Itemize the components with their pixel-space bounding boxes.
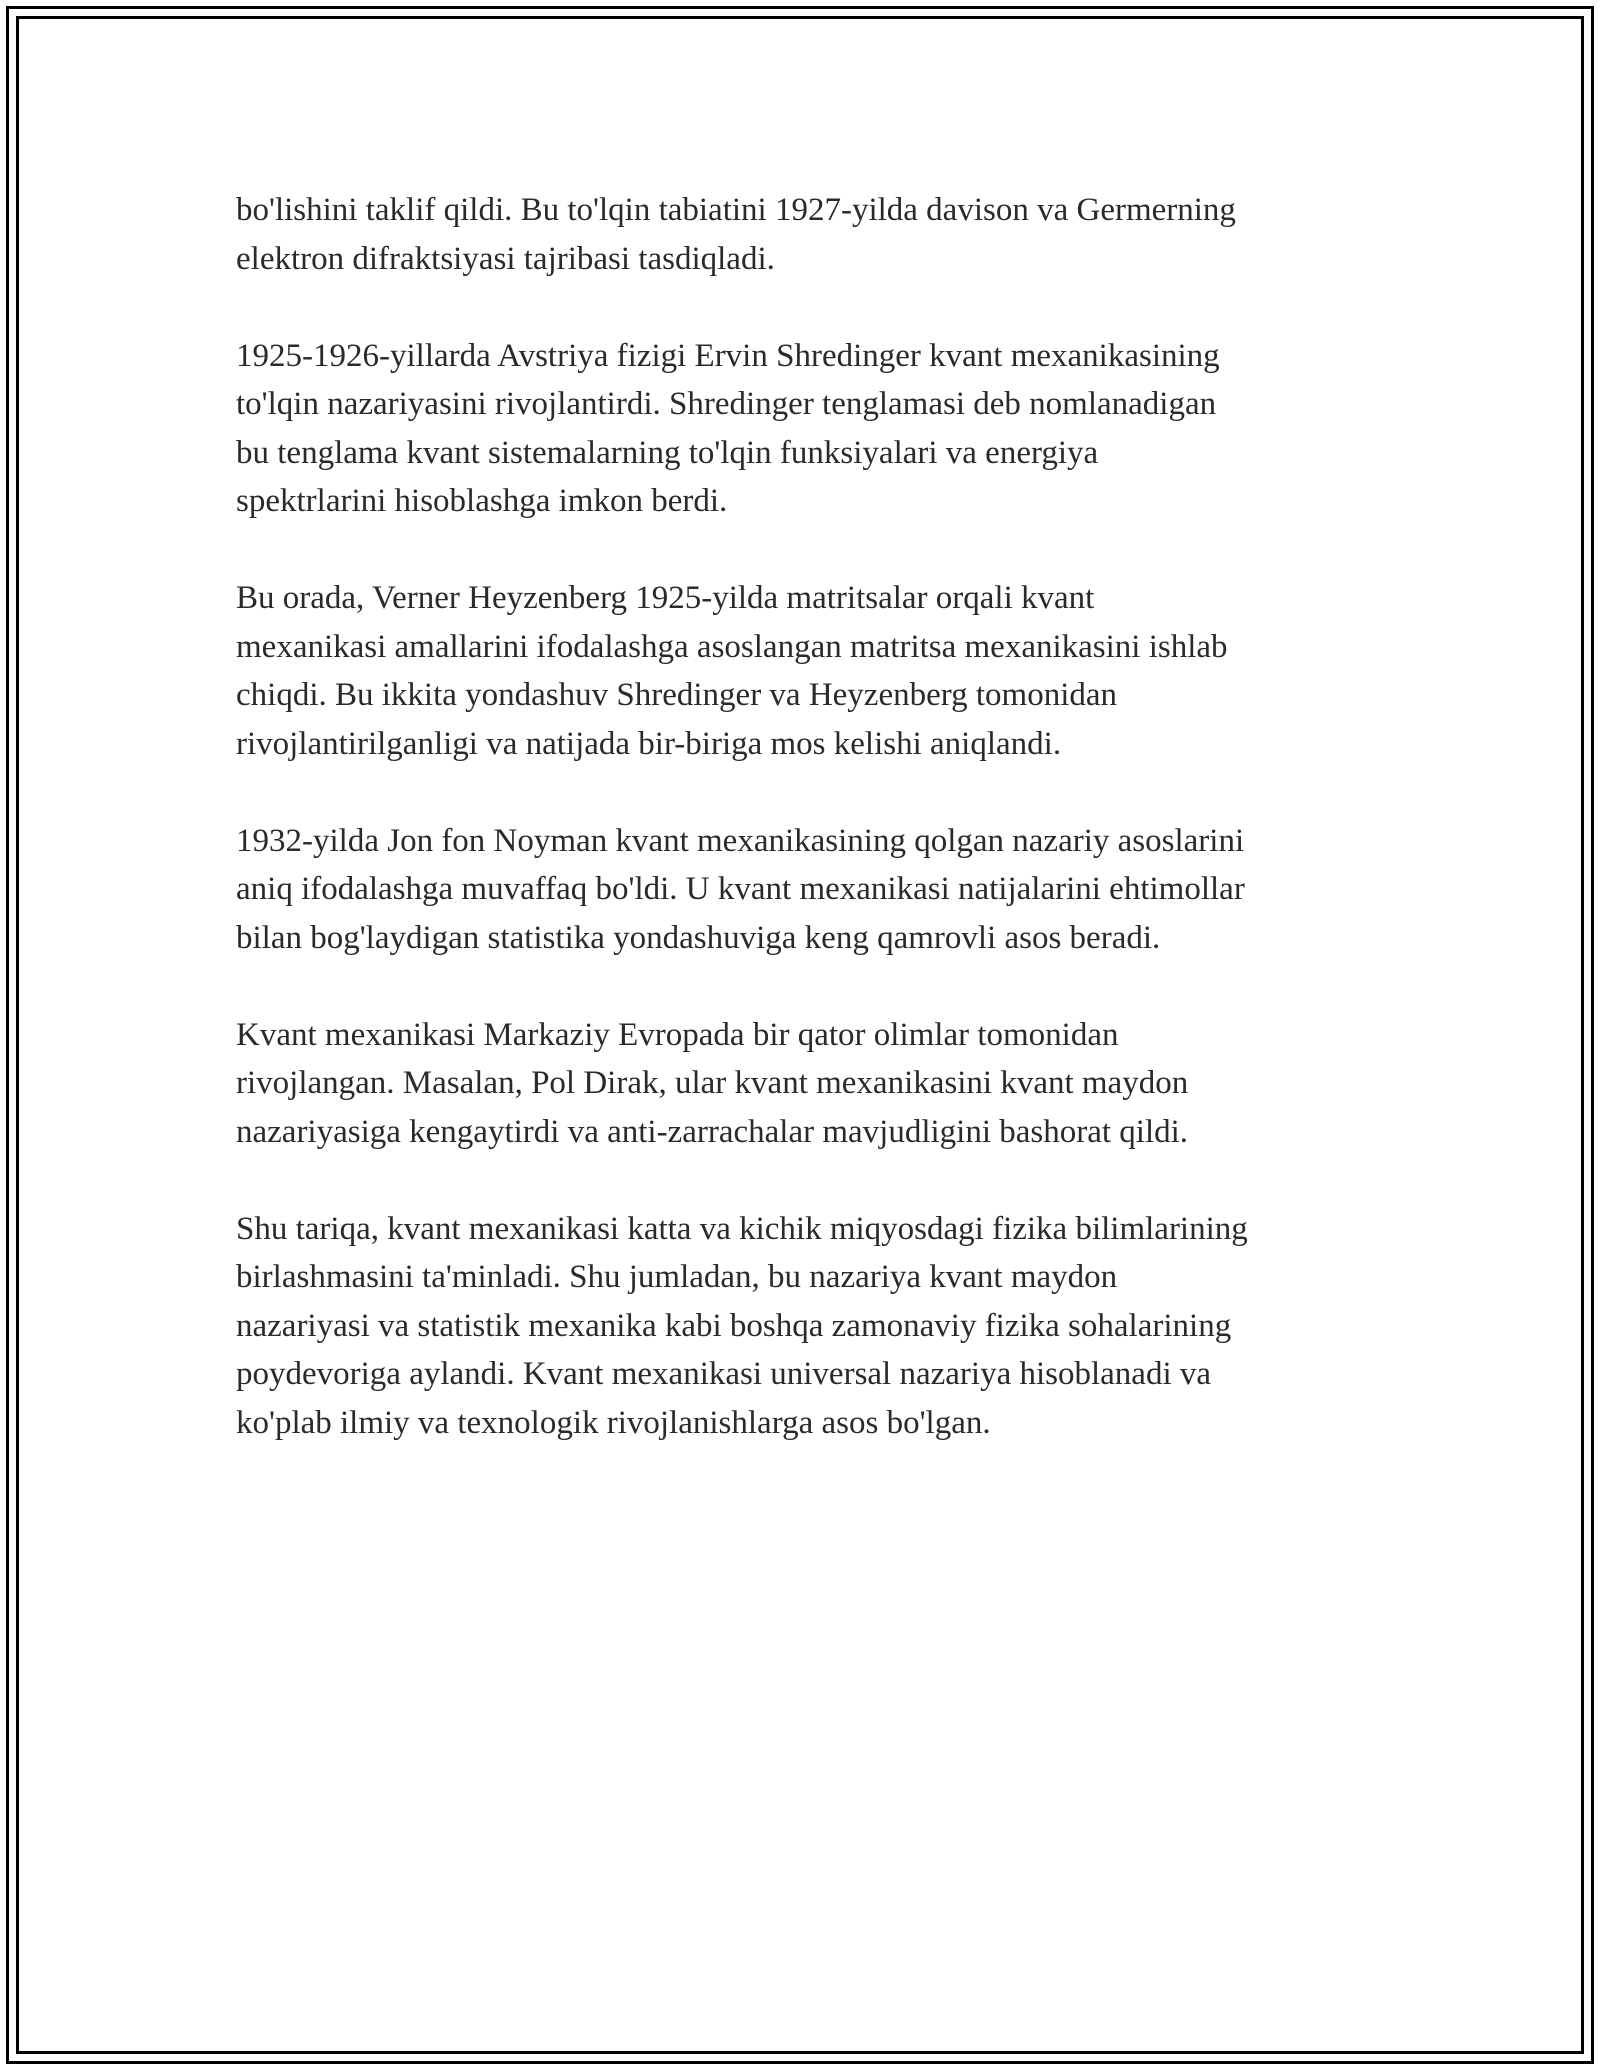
paragraph-5 [236, 1011, 1386, 1157]
text-line: bilan bog'laydigan statistika yondashuviga keng qamrovli asos beradi. [236, 919, 1161, 956]
text-line: nazariyasi va statistik mexanika kabi boshqa zamonaviy fizika sohalarining [236, 1307, 1232, 1344]
text-line: 1925-1926-yillarda Avstriya fizigi Ervin Shredinger kvant mexanikasining [236, 337, 1220, 374]
paragraph-3 [236, 574, 1386, 768]
text-line: birlashmasini ta'minladi. Shu jumladan, bu nazariya kvant maydon [236, 1259, 1118, 1295]
text-line: mexanikasi amallarini ifodalashga asoslangan matritsa mexanikasini ishlab [236, 628, 1228, 665]
text-line: poydevoriga aylandi. Kvant mexanikasi universal nazariya hisoblanadi va [236, 1356, 1212, 1392]
text-line: Shu tariqa, kvant mexanikasi katta va kichik miqyosdagi fizika bilimlarining [236, 1210, 1248, 1247]
paragraph-6 [236, 1205, 1386, 1448]
text-line: bo'lishini taklif qildi. Bu to'lqin tabiatini 1927-yilda davison va Germerning [236, 192, 1236, 228]
paragraph-4 [236, 817, 1386, 963]
text-line: rivojlangan. Masalan, Pol Dirak, ular kvant mexanikasini kvant maydon [236, 1065, 1189, 1101]
text-line: Bu orada, Verner Heyzenberg 1925-yilda matritsalar orqali kvant [236, 580, 1095, 616]
text-line: 1932-yilda Jon fon Noyman kvant mexanikasining qolgan nazariy asoslarini [236, 822, 1245, 859]
paragraph-1 [236, 186, 1386, 283]
document-body [236, 186, 1386, 1496]
text-line: bu tenglama kvant sistemalarning to'lqin funksiyalari va energiya [236, 434, 1099, 471]
text-line: rivojlantirilganligi va natijada bir-biriga mos kelishi aniqlandi. [236, 725, 1062, 762]
text-line: nazariyasiga kengaytirdi va anti-zarrachalar mavjudligini bashorat qildi. [236, 1113, 1189, 1150]
text-line: spektrlarini hisoblashga imkon berdi. [236, 483, 728, 519]
text-line: chiqdi. Bu ikkita yondashuv Shredinger va Heyzenberg tomonidan [236, 677, 1118, 713]
text-line: elektron difraktsiyasi tajribasi tasdiqladi. [236, 240, 775, 277]
text-line: to'lqin nazariyasini rivojlantirdi. Shredinger tenglamasi deb nomlanadigan [236, 386, 1217, 422]
text-line: Kvant mexanikasi Markaziy Evropada bir qator olimlar tomonidan [236, 1016, 1119, 1053]
text-line: aniq ifodalashga muvaffaq bo'ldi. U kvant mexanikasi natijalarini ehtimollar [236, 871, 1245, 907]
paragraph-2 [236, 332, 1386, 526]
text-line: ko'plab ilmiy va texnologik rivojlanishlarga asos bo'lgan. [236, 1404, 991, 1441]
